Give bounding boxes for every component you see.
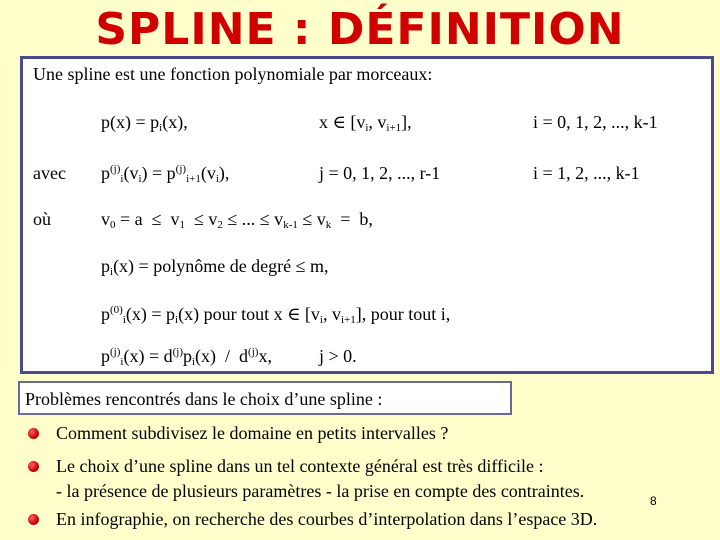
eq-degree: $p_i(x)$ = polynôme de degré ≤ m, — [101, 256, 329, 278]
eq-i-range: i = 1, 2, ..., k-1 — [533, 163, 640, 183]
bullet-icon — [28, 514, 39, 525]
label-ou: où — [33, 209, 51, 229]
page-number: 8 — [650, 494, 657, 508]
definition-box — [20, 56, 714, 374]
eq-j-positive: j > 0. — [319, 346, 357, 366]
eq-j-range: j = 0, 1, 2, ..., r-1 — [319, 163, 441, 183]
eq-index-range: i = 0, 1, 2, ..., k-1 — [533, 112, 658, 132]
slide-title: SPLINE : DÉFINITION — [95, 4, 625, 55]
problem-item-continuation: - la présence de plusieurs paramètres - la prise en compte des contraintes. — [56, 481, 585, 501]
eq-knots: $v_0 = a \le v_1 \le v_2$ ≤ ... ≤ $v_{k-1} \le v_k = b$, — [101, 209, 373, 231]
problems-heading: Problèmes rencontrés dans le choix d’une spline : — [18, 381, 512, 415]
bullet-icon — [28, 428, 39, 439]
eq-interval: x ∈ [$v_i$, $v_{i+1}$], — [319, 112, 412, 134]
label-avec: avec — [33, 163, 66, 183]
problem-item: Comment subdivisez le domaine en petits intervalles ? — [56, 423, 449, 443]
eq-zero-derivative: $p^{(0)}_i(x) = p_i(x)$ pour tout x ∈ [$v_i$, $v_{i+1}$], pour tout i, — [101, 304, 451, 326]
eq-piece: $p(x) = p_i(x)$, — [101, 112, 188, 134]
eq-derivative-def: $p^{(j)}_i(x) = d^{(j)}p_i(x) / d^{(j)}x$, — [101, 346, 272, 368]
definition-intro: Une spline est une fonction polynomiale par morceaux: — [33, 64, 433, 84]
problem-item: Le choix d’une spline dans un tel contexte général est très difficile : — [56, 456, 544, 476]
bullet-icon — [28, 461, 39, 472]
eq-continuity: $p^{(j)}_i(v_i) = p^{(j)}_{i+1}(v_i)$, — [101, 163, 230, 185]
problem-item: En infographie, on recherche des courbes d’interpolation dans l’espace 3D. — [56, 509, 598, 529]
